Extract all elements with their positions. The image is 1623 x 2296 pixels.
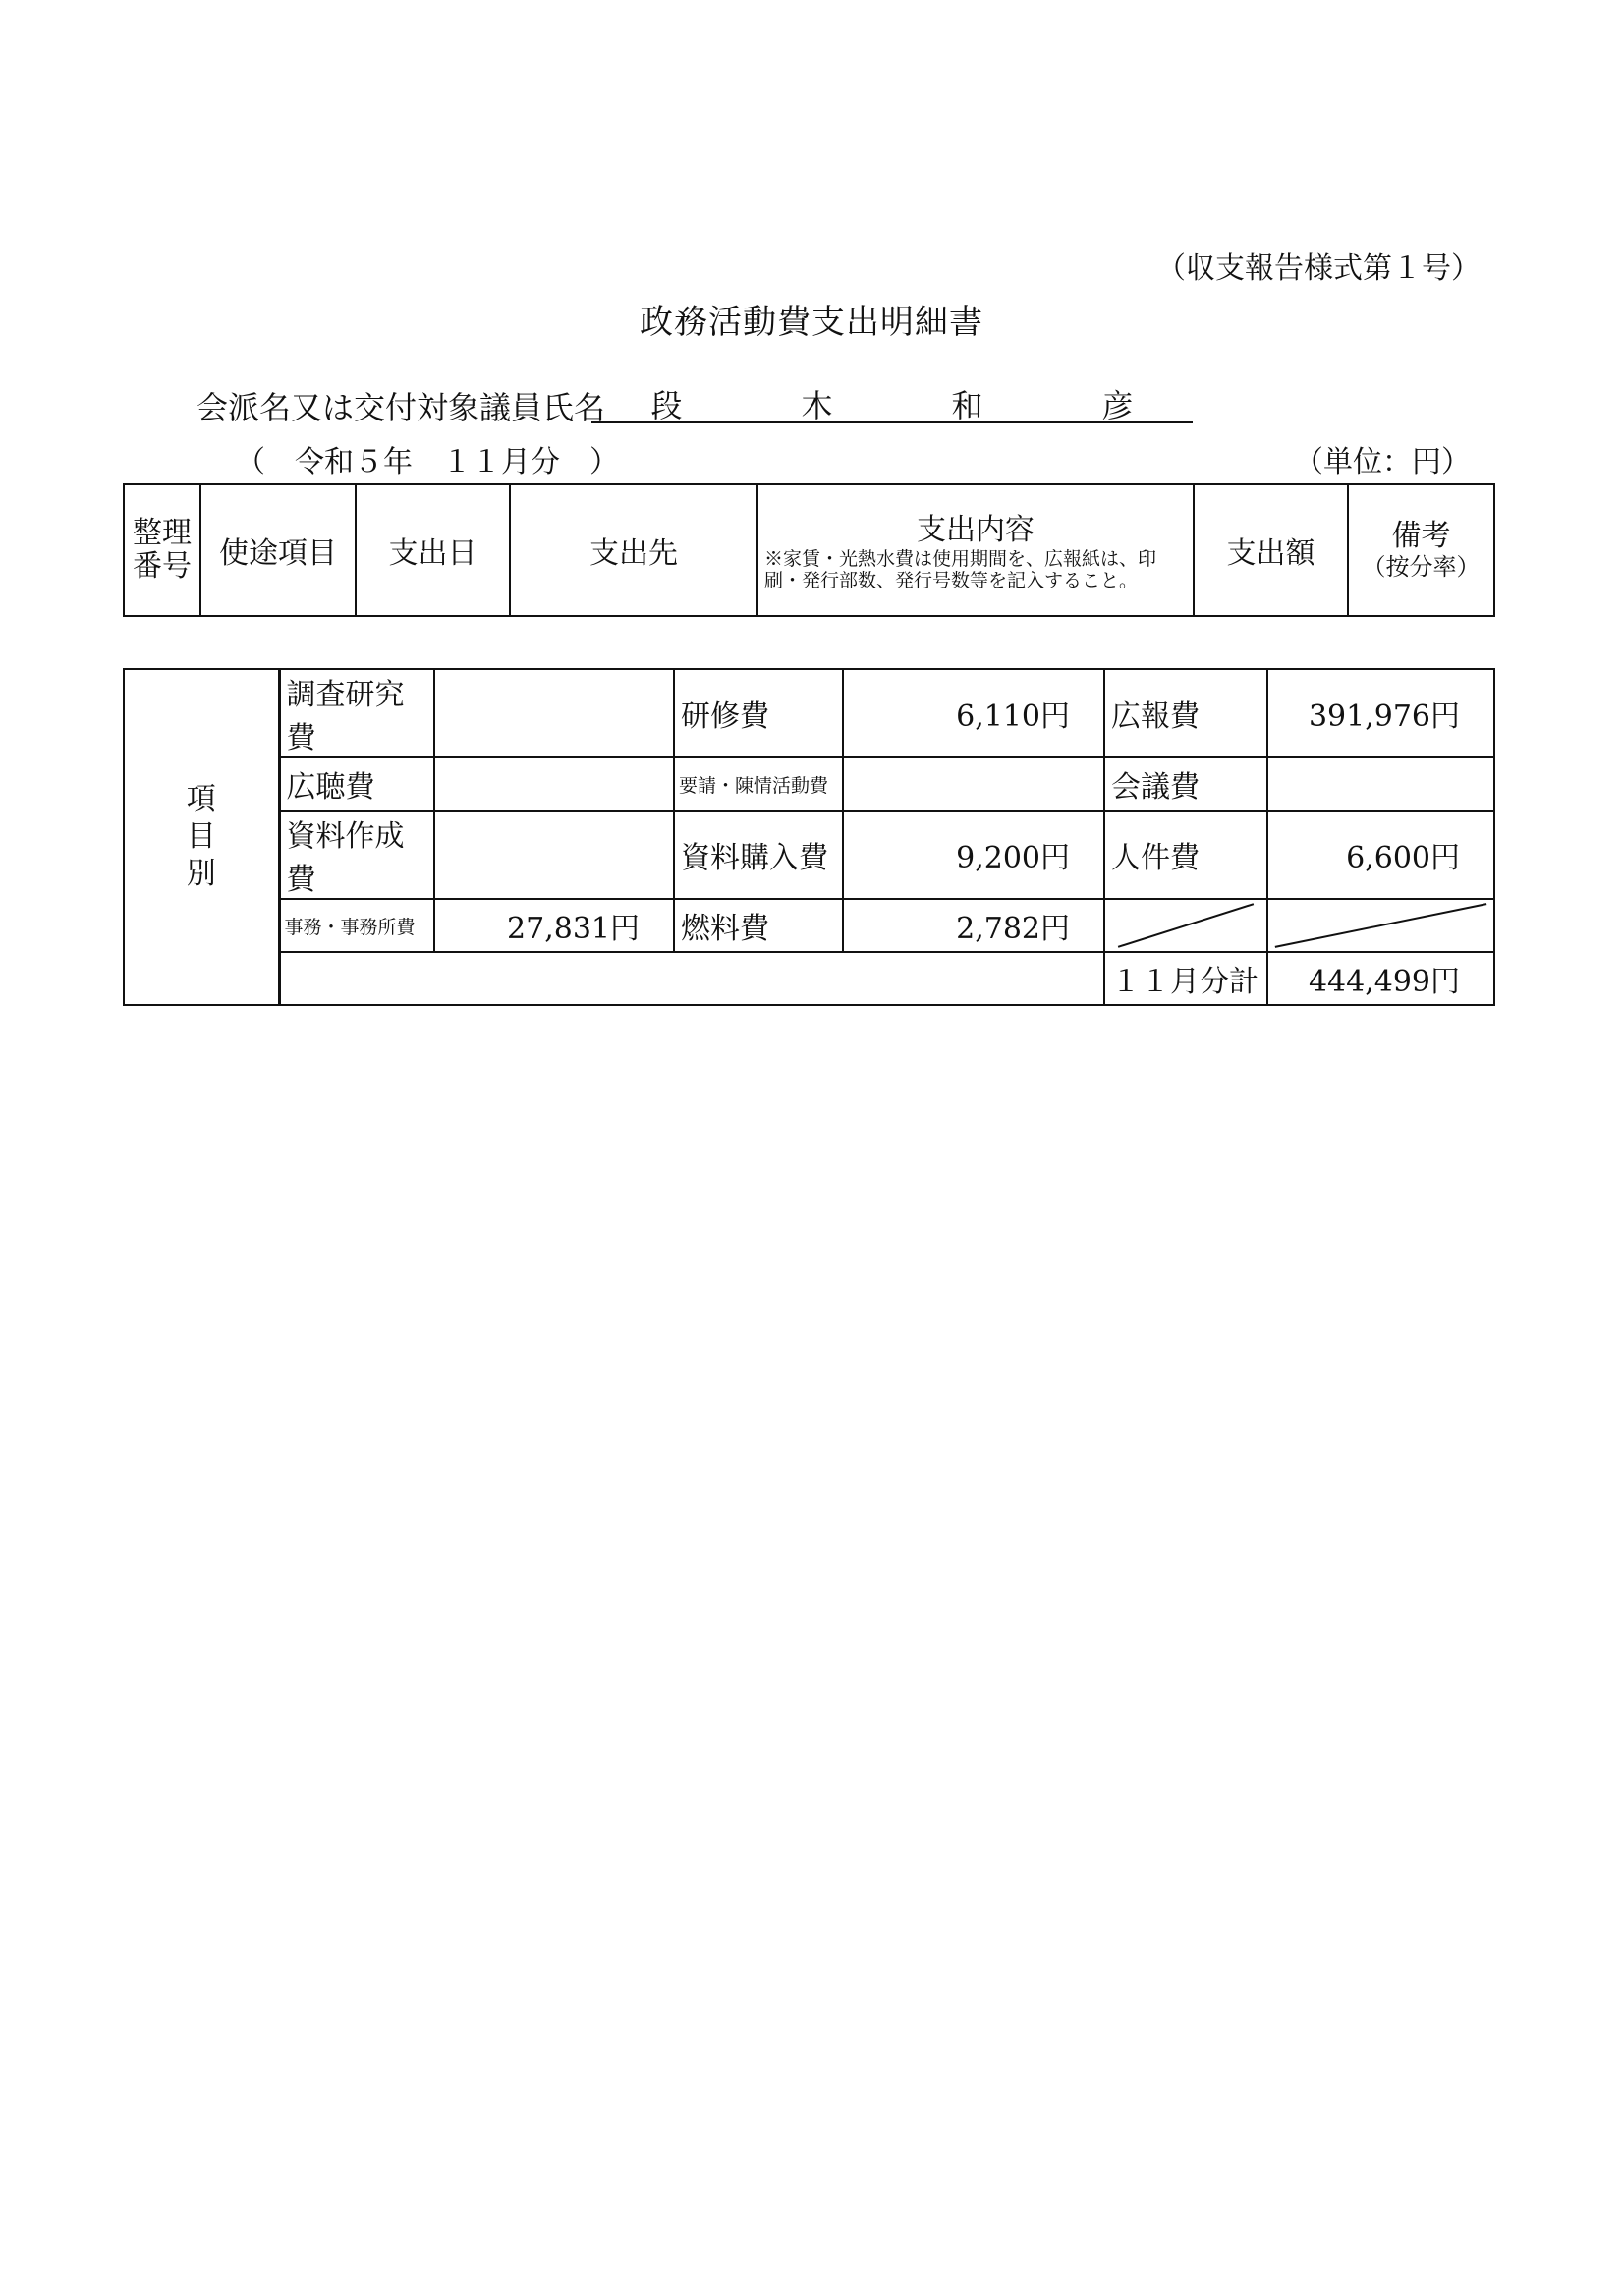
category-label: 事務・事務所費 bbox=[279, 899, 434, 952]
struck-out-cell bbox=[1267, 899, 1494, 952]
blank-merged-cell bbox=[279, 952, 1104, 1005]
member-name-char: 彦 bbox=[1101, 387, 1134, 424]
category-label: 広報費 bbox=[1104, 669, 1267, 757]
expense-detail-header-table bbox=[123, 483, 1495, 617]
currency-unit: （単位：円） bbox=[1294, 445, 1471, 479]
category-label: 要請・陳情活動費 bbox=[674, 757, 843, 811]
monthly-total-label: １１月分計 bbox=[1104, 952, 1267, 1005]
category-amount: 391,976円 bbox=[1267, 669, 1494, 757]
category-summary-table bbox=[123, 668, 1495, 1006]
header-content-title: 支出内容 bbox=[917, 513, 1035, 547]
category-label: 人件費 bbox=[1104, 811, 1267, 899]
side-label-char: 項 bbox=[186, 782, 216, 816]
reporting-period: （ 令和５年 １１月分 ） bbox=[236, 445, 619, 479]
struck-out-cell bbox=[1104, 899, 1267, 952]
summary-row bbox=[124, 811, 1494, 899]
member-name-field bbox=[591, 386, 1193, 423]
document-title: 政務活動費支出明細書 bbox=[640, 303, 983, 342]
side-label-char: 目 bbox=[186, 819, 216, 854]
header-number bbox=[124, 484, 200, 616]
category-amount: 2,782円 bbox=[843, 899, 1104, 952]
category-amount: 9,200円 bbox=[843, 811, 1104, 899]
category-amount: 6,110円 bbox=[843, 669, 1104, 757]
member-name-char: 木 bbox=[801, 387, 833, 424]
category-amount bbox=[434, 669, 674, 757]
header-number-line1: 整理 bbox=[133, 516, 192, 550]
category-label: 資料購入費 bbox=[674, 811, 843, 899]
category-label: 研修費 bbox=[674, 669, 843, 757]
category-label: 資料作成費 bbox=[279, 811, 434, 899]
header-payee: 支出先 bbox=[510, 484, 757, 616]
header-amount: 支出額 bbox=[1194, 484, 1348, 616]
summary-row bbox=[124, 669, 1494, 757]
summary-row bbox=[124, 757, 1494, 811]
category-label: 会議費 bbox=[1104, 757, 1267, 811]
category-side-label bbox=[124, 669, 279, 1005]
header-content bbox=[757, 484, 1194, 616]
category-amount bbox=[1267, 757, 1494, 811]
category-amount bbox=[434, 757, 674, 811]
monthly-total-amount: 444,499円 bbox=[1267, 952, 1494, 1005]
header-content-note: ※家賃・光熱水費は使用期間を、広報紙は、印刷・発行部数、発行号数等を記入すること。 bbox=[764, 548, 1157, 591]
category-amount bbox=[434, 811, 674, 899]
member-name-char: 和 bbox=[951, 387, 983, 424]
header-remarks-main: 備考 bbox=[1391, 519, 1451, 553]
header-purpose: 使途項目 bbox=[200, 484, 356, 616]
header-remarks bbox=[1348, 484, 1494, 616]
category-label: 調査研究費 bbox=[279, 669, 434, 757]
summary-total-row bbox=[124, 952, 1494, 1005]
category-amount: 6,600円 bbox=[1267, 811, 1494, 899]
header-number-line2: 番号 bbox=[133, 549, 192, 584]
member-name-char: 段 bbox=[650, 387, 683, 424]
category-amount: 27,831円 bbox=[434, 899, 674, 952]
summary-row bbox=[124, 899, 1494, 952]
category-label: 燃料費 bbox=[674, 899, 843, 952]
member-name-label: 会派名又は交付対象議員氏名 bbox=[196, 389, 606, 426]
category-label: 広聴費 bbox=[279, 757, 434, 811]
form-number: （収支報告様式第１号） bbox=[1156, 252, 1481, 286]
diagonal-strike bbox=[1105, 900, 1266, 951]
header-remarks-sub: （按分率） bbox=[1362, 553, 1481, 581]
category-amount bbox=[843, 757, 1104, 811]
side-label-char: 別 bbox=[186, 857, 216, 891]
header-date: 支出日 bbox=[356, 484, 510, 616]
diagonal-strike bbox=[1268, 900, 1493, 951]
